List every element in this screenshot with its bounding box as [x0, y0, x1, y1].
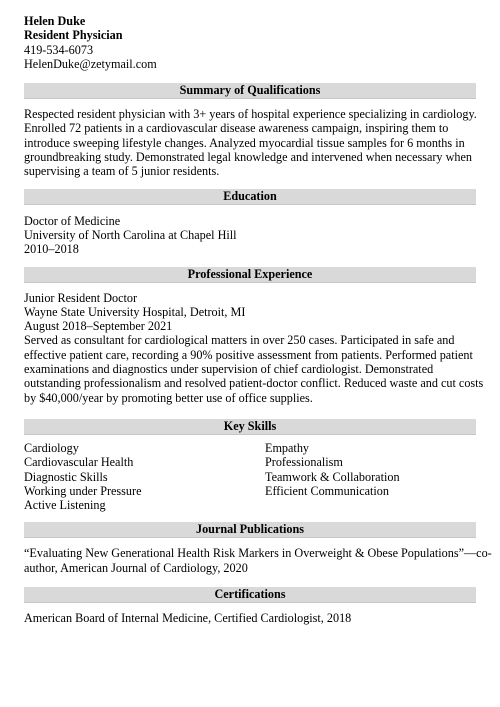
candidate-name: Helen Duke — [24, 14, 86, 28]
job-dates: August 2018–September 2021 — [24, 319, 173, 334]
skills-list — [24, 441, 476, 512]
education-years: 2010–2018 — [24, 242, 79, 257]
publication-entry — [24, 546, 492, 575]
skills-column-left — [24, 441, 265, 512]
skill-item: Diagnostic Skills — [24, 469, 108, 484]
experience-heading: Professional Experience — [24, 267, 476, 283]
education-entry — [24, 214, 476, 257]
job-employer: Wayne State University Hospital, Detroit, MI — [24, 304, 246, 319]
education-heading: Education — [24, 189, 476, 205]
certifications-heading: Certifications — [24, 587, 476, 603]
skills-heading: Key Skills — [24, 419, 476, 435]
summary-line: Respected resident physician with 3+ years of hospital experience specializing in cardiology. — [24, 107, 477, 122]
phone-number: 419-534-6073 — [24, 42, 94, 57]
summary-line: Enrolled 72 patients in a cardiovascular disease awareness campaign, inspiring them to — [24, 121, 449, 136]
school: University of North Carolina at Chapel Hill — [24, 227, 237, 242]
job-description-line: outstanding professionalism and resolved patient-doctor conflict. Reduced waste and cut costs — [24, 376, 484, 391]
summary-text — [24, 107, 476, 178]
skill-item: Professionalism — [265, 455, 343, 470]
skill-item: Working under Pressure — [24, 483, 142, 498]
job-role: Junior Resident Doctor — [24, 290, 138, 305]
summary-heading: Summary of Qualifications — [24, 83, 476, 99]
summary-line: introduce sweeping lifestyle changes. Analyzed myocardial tissue samples for 6 months in — [24, 135, 465, 150]
resume-page — [24, 14, 492, 626]
job-description-line: by $40,000/year by promoting better use of office supplies. — [24, 390, 313, 405]
degree: Doctor of Medicine — [24, 213, 121, 228]
skills-column-right — [265, 441, 476, 512]
skill-item: Active Listening — [24, 498, 106, 513]
skill-item: Teamwork & Collaboration — [265, 469, 400, 484]
skill-item: Empathy — [265, 440, 310, 455]
candidate-title: Resident Physician — [24, 28, 123, 43]
job-description-line: Served as consultant for cardiological matters in over 250 cases. Participated in safe and — [24, 333, 455, 348]
publication-line: author, American Journal of Cardiology, 2020 — [24, 560, 248, 575]
job-description-line: effective patient care, recording a 90% positive assessment from patients. Performed patient — [24, 347, 473, 362]
publications-heading: Journal Publications — [24, 522, 476, 538]
skill-item: Efficient Communication — [265, 483, 389, 498]
skill-item: Cardiology — [24, 440, 79, 455]
experience-entry — [24, 290, 484, 405]
skill-item: Cardiovascular Health — [24, 455, 134, 470]
contact-header — [24, 14, 476, 71]
certification-item: American Board of Internal Medicine, Certified Cardiologist, 2018 — [24, 611, 352, 626]
summary-line: supervising a team of 5 junior residents. — [24, 164, 220, 179]
job-description-line: examinations and diagnostics under supervision of chief cardiologist. Demonstrated — [24, 362, 434, 377]
summary-line: groundbreaking study. Demonstrated legal knowledge and intervened when necessary when — [24, 150, 472, 165]
publication-line: “Evaluating New Generational Health Risk Markers in Overweight & Obese Populations”—co- — [24, 546, 492, 561]
email-address: HelenDuke@zetymail.com — [24, 56, 157, 71]
